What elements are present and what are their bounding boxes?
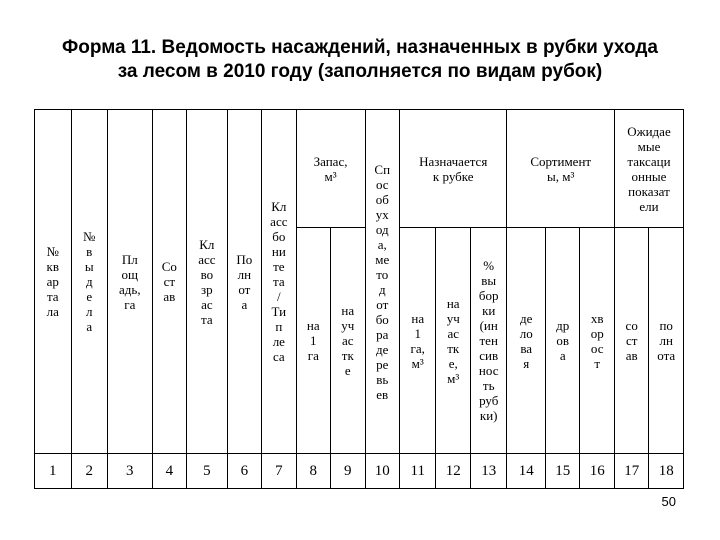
header-text-line: ов	[556, 333, 570, 348]
header-text-line: е	[344, 363, 351, 378]
header-text-line: кв	[46, 259, 59, 274]
header-text-line: бо	[272, 229, 286, 244]
header-text-line: ав	[163, 289, 176, 304]
header-text-line: а	[559, 348, 566, 363]
header-text-line: ва	[520, 340, 533, 356]
header-text-line: нос	[478, 363, 499, 378]
header-text-line: ра	[376, 326, 389, 342]
header-text-line: уч	[341, 318, 355, 333]
header-text-line: те	[273, 259, 285, 274]
header-text-line: Кл	[199, 236, 215, 252]
header-text-line: от	[376, 296, 389, 312]
header-text-line: лн	[659, 333, 673, 348]
column-number: 5	[187, 454, 228, 489]
header-composition	[152, 110, 186, 454]
header-text-line: вь	[376, 371, 389, 387]
header-expected-density	[649, 228, 684, 454]
header-text-line: 1	[310, 333, 317, 348]
header-text-line: лн	[237, 266, 252, 282]
header-text-line: Со	[161, 259, 177, 274]
header-text-line: ле	[272, 334, 285, 349]
header-text-line: а	[86, 319, 93, 334]
header-text-line: ки)	[479, 408, 498, 423]
header-text-line: тк	[341, 348, 354, 363]
header-text-line: по	[659, 318, 673, 333]
header-text-line: ев	[376, 386, 389, 402]
header-text-line: е	[86, 289, 93, 304]
column-number: 16	[580, 454, 615, 489]
header-text-line: мые	[637, 138, 661, 154]
header-text-line: м³	[411, 355, 424, 371]
header-text-line: ы	[84, 259, 94, 274]
header-age-class	[187, 110, 228, 454]
header-quarter-number	[35, 110, 72, 454]
column-number: 18	[649, 454, 684, 489]
header-text-line: хв	[590, 310, 604, 326]
header-text-line: адь,	[119, 281, 141, 297]
header-area	[108, 110, 153, 454]
title-line-2: за лесом в 2010 году (заполняется по видам рубок)	[117, 61, 603, 82]
header-assortment-group	[507, 110, 614, 228]
header-commercial-wood	[507, 228, 546, 454]
header-firewood	[545, 228, 579, 454]
header-text-line: асс	[198, 251, 216, 267]
header-text-line: са	[272, 349, 285, 364]
header-text-line: п	[275, 319, 283, 334]
header-text-line: л	[86, 304, 93, 319]
header-text-line: показат	[628, 183, 670, 199]
header-assigned-per-ha	[399, 228, 436, 454]
header-text-line: на	[306, 318, 320, 333]
header-text-line: Назначается	[419, 153, 488, 169]
column-numbers-row	[35, 454, 684, 489]
header-expected-composition	[614, 228, 648, 454]
header-text-line: д	[378, 281, 386, 297]
header-text-line: ни	[271, 244, 286, 259]
header-text-line: ос	[590, 340, 604, 356]
header-text-line: Сортимент	[530, 153, 592, 169]
header-text-line: ар	[46, 274, 59, 289]
header-text-line: а	[241, 296, 248, 312]
header-text-line: №	[83, 229, 96, 244]
header-text-line: Ожидае	[627, 123, 671, 139]
header-text-line: во	[200, 266, 214, 282]
header-text-line: ощ	[121, 266, 139, 282]
header-text-line: то	[376, 266, 389, 282]
page-number: 50	[661, 494, 676, 509]
column-number: 6	[227, 454, 261, 489]
column-number: 13	[470, 454, 507, 489]
column-number: 8	[296, 454, 330, 489]
header-text-line: №	[46, 244, 59, 259]
title-line-1: Форма 11. Ведомость насаждений, назначенных в рубки ухода	[62, 37, 658, 58]
header-text-line: к рубке	[432, 168, 474, 184]
header-text-line: со	[625, 318, 638, 333]
header-text-line: от	[238, 281, 251, 297]
header-text-line: в	[86, 244, 93, 259]
header-text-line: на	[411, 310, 425, 326]
column-number: 11	[399, 454, 436, 489]
header-text-line: де	[376, 341, 389, 357]
header-text-line: на	[446, 295, 460, 311]
header-text-line: ели	[639, 198, 659, 214]
header-text-line: ух	[375, 206, 389, 222]
header-text-line: га,	[410, 340, 425, 356]
header-text-line: ст	[163, 274, 176, 289]
header-text-line: Запас,	[313, 153, 348, 169]
header-text-line: ас	[447, 325, 459, 341]
header-text-line: ав	[625, 348, 638, 363]
header-text-line: таксаци	[627, 153, 671, 169]
header-text-line: об	[375, 191, 389, 207]
header-section-number	[71, 110, 108, 454]
header-text-line: ас	[201, 296, 213, 312]
header-text-line: ло	[519, 325, 533, 341]
header-brushwood	[580, 228, 615, 454]
header-text-line: 1	[414, 325, 421, 341]
header-text-line: зр	[201, 281, 213, 297]
header-felling-method	[365, 110, 399, 454]
header-text-line: т	[594, 355, 601, 371]
page-title	[20, 36, 700, 84]
header-stock-per-plot	[331, 228, 365, 454]
column-number: 12	[436, 454, 470, 489]
header-text-line: на	[341, 303, 355, 318]
header-text-line: та	[201, 311, 213, 327]
header-text-line: (ин	[479, 318, 498, 333]
header-site-class	[262, 110, 296, 454]
header-text-line: ор	[590, 325, 604, 341]
header-assigned-per-plot	[436, 228, 470, 454]
header-text-line: Ти	[271, 304, 287, 319]
header-text-line: /	[277, 289, 281, 304]
header-text-line: ре	[376, 356, 389, 372]
header-text-line: тен	[479, 333, 498, 348]
header-text-line: ла	[46, 304, 59, 319]
column-number: 2	[71, 454, 108, 489]
column-number: 10	[365, 454, 399, 489]
header-text-line: Пл	[121, 251, 138, 267]
header-text-line: ы, м³	[547, 168, 575, 184]
header-text-line: др	[556, 318, 570, 333]
header-density	[227, 110, 261, 454]
header-text-line: м³	[447, 370, 460, 386]
header-text-line: та	[273, 274, 285, 289]
header-text-line: од	[375, 221, 389, 237]
header-text-line: м³	[324, 168, 337, 184]
header-stock-per-ha	[296, 228, 330, 454]
header-text-line: ме	[375, 251, 390, 267]
header-text-line: ки	[482, 303, 496, 318]
column-number: 17	[614, 454, 648, 489]
header-text-line: %	[483, 258, 495, 273]
header-text-line: тк	[447, 340, 460, 356]
header-text-line: бо	[375, 311, 389, 327]
column-number: 14	[507, 454, 546, 489]
header-text-line: вы	[481, 273, 497, 288]
column-number: 1	[35, 454, 72, 489]
column-number: 4	[152, 454, 186, 489]
header-text-line: По	[236, 251, 253, 267]
header-stock-group	[296, 110, 365, 228]
header-text-line: онные	[631, 168, 667, 184]
header-text-line: та	[46, 289, 59, 304]
column-number: 3	[108, 454, 153, 489]
column-number: 15	[545, 454, 579, 489]
header-felling-intensity	[470, 228, 507, 454]
header-text-line: ть	[482, 378, 495, 393]
header-text-line: Кл	[271, 199, 287, 214]
header-text-line: д	[85, 274, 93, 289]
header-text-line: е,	[448, 355, 458, 371]
header-text-line: га	[307, 348, 319, 363]
header-text-line: ас	[342, 333, 354, 348]
header-text-line: га	[124, 296, 136, 312]
header-assigned-group	[399, 110, 506, 228]
column-number: 7	[262, 454, 296, 489]
header-text-line: руб	[479, 393, 499, 408]
header-text-line: ос	[375, 176, 389, 192]
header-text-line: а,	[377, 236, 387, 252]
column-number: 9	[331, 454, 365, 489]
form-table	[34, 109, 684, 489]
header-text-line: бор	[478, 288, 499, 303]
header-text-line: асс	[270, 214, 288, 229]
header-text-line: де	[520, 310, 533, 326]
header-text-line: я	[523, 355, 530, 371]
header-expected-group	[614, 110, 683, 228]
header-text-line: ст	[625, 333, 638, 348]
header-text-line: ота	[657, 348, 676, 363]
header-text-line: Сп	[374, 161, 391, 177]
header-text-line: уч	[446, 310, 460, 326]
header-text-line: сив	[479, 348, 499, 363]
